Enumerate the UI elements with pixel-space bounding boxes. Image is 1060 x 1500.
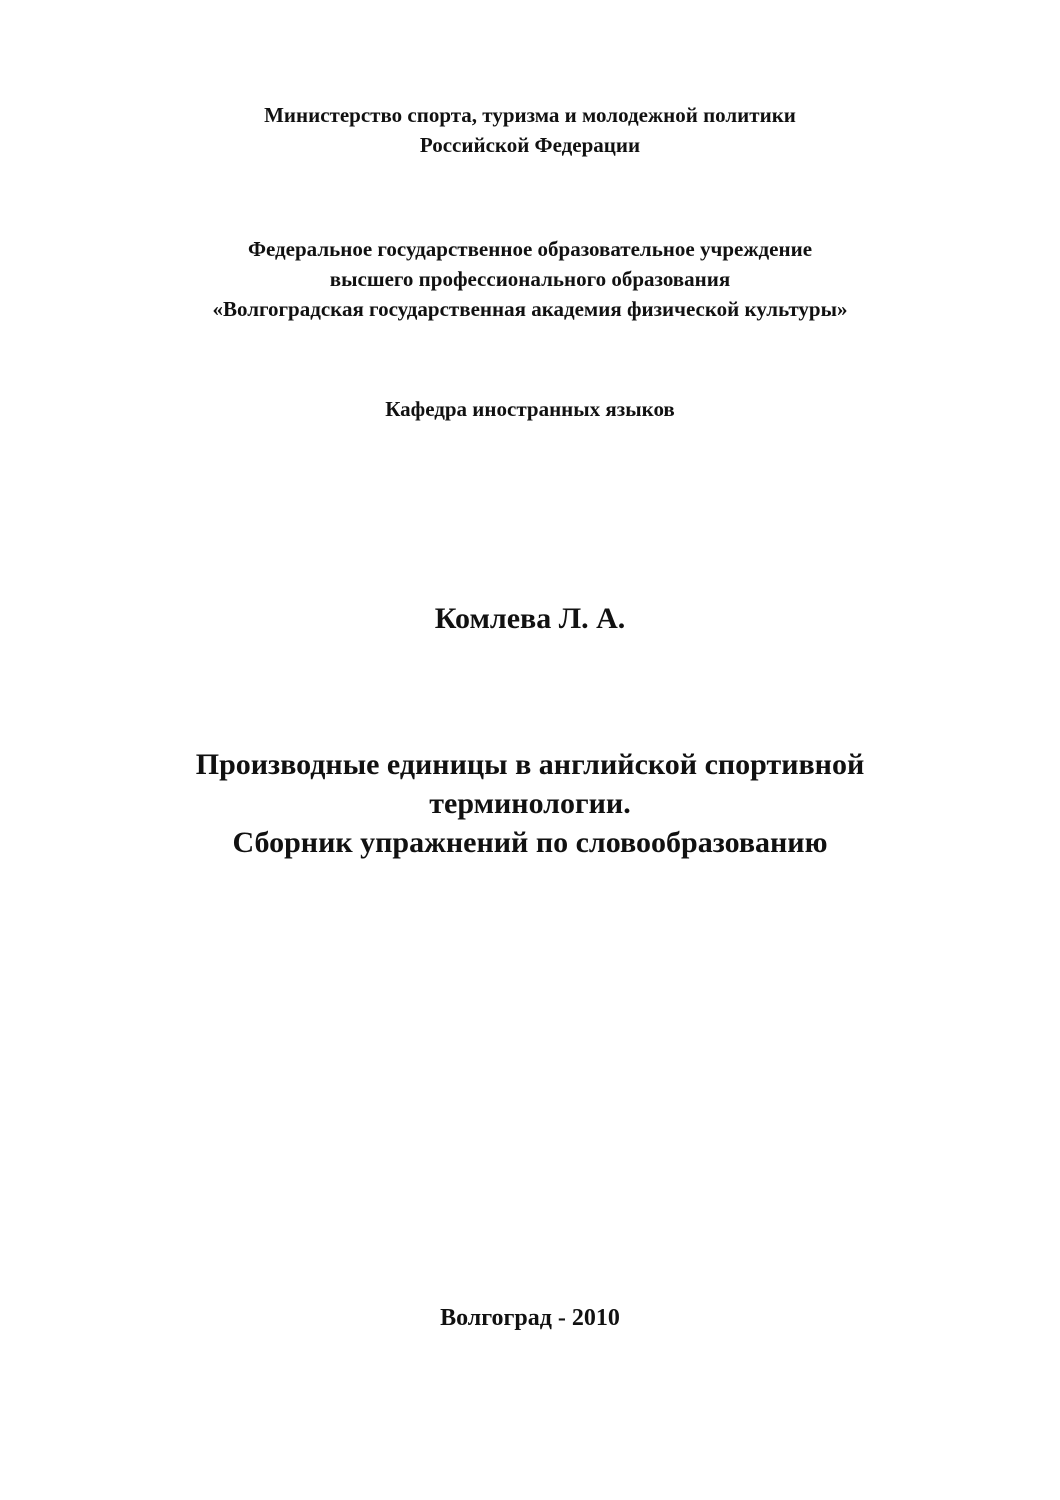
title-line: Сборник упражнений по словообразованию <box>232 826 828 859</box>
ministry-line: Министерство спорта, туризма и молодежной политики <box>264 103 796 127</box>
ministry-line: Российской Федерации <box>419 133 641 157</box>
institution-line: «Волгоградская государственная академия физической культуры» <box>212 297 848 321</box>
author-name <box>0 600 1060 638</box>
department-name <box>0 394 1060 424</box>
city-year-footer <box>0 1302 1060 1334</box>
document-title <box>0 745 1060 862</box>
institution-line: Федеральное государственное образовательное учреждение <box>247 237 813 261</box>
title-line: Производные единицы в английской спортивной <box>195 748 865 781</box>
department-line: Кафедра иностранных языков <box>385 397 675 421</box>
city-year-line: Волгоград - 2010 <box>440 1305 620 1331</box>
ministry-header <box>0 100 1060 160</box>
institution-line: высшего профессионального образования <box>329 267 731 291</box>
institution-header <box>0 234 1060 324</box>
author-line: Комлева Л. А. <box>434 602 626 635</box>
title-line: терминологии. <box>429 787 631 820</box>
